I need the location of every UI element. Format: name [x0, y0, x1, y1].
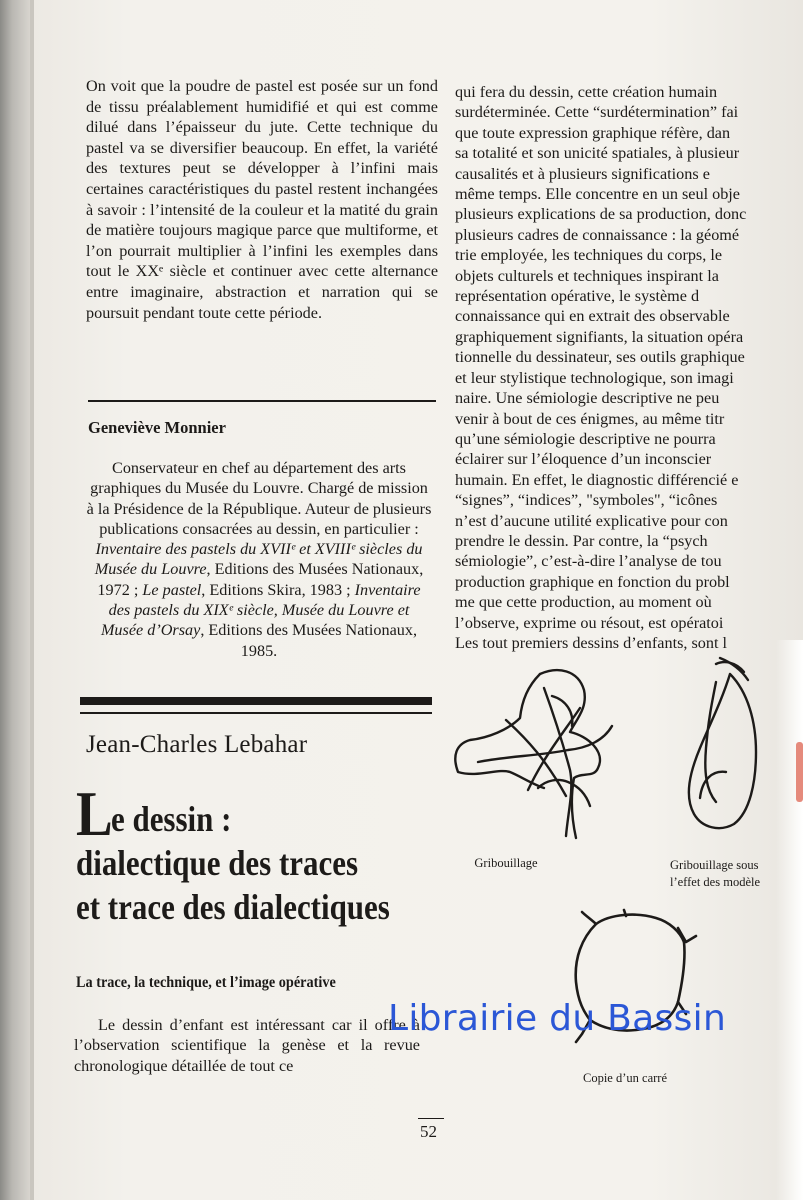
author-note-bio	[86, 458, 432, 661]
figure-caption-2a: Gribouillage sous	[670, 858, 759, 872]
article-divider-thick	[80, 697, 432, 705]
author-note-name: Geneviève Monnier	[88, 418, 226, 437]
article-author: Jean-Charles Lebahar	[86, 731, 308, 758]
article-body-start: Le dessin d’enfant est intéressant car il offre à l’observation scientifique la genèse et la revue chronologique détaillée de tout ce	[74, 1016, 420, 1075]
next-page-edge	[776, 640, 803, 1200]
right-column-text: qui fera du dessin, cette création humain surdéterminée. Cette “surdétermination” fai que toute expression graphique réfère, dan sa totalité et son unicité spatiales, à plusieur causalités et à plusieurs significations e même temps. Elle concentre en un seul obje plusieurs explications de sa production, donc plusieurs cadres de connaissance : la géomé trie employée, les techniques du corps, le objets culturels et techniques inspirant la représentation opérative, le système d connaissance qui en extrait des observable graphiquement signifiants, la situation opéra tionnelle du dessinateur, ses outils graphique et leur stylistique technologique, son imagi naire. Une sémiologie descriptive ne peu venir à bout de ces énigmes, au même titr qu’une sémiologie descriptive ne pourra éclairer sur l’éloquence d’un inconscier humain. En effet, le diagnostic différencié e “signes”, “indices”, "symboles", “icônes n’est d’aucune utilité explicative pour con prendre le dessin. Par contre, la “psych sémiologie”, c’est-à-dire l’analyse de tou production graphique en fonction du probl me que cette production, au moment où l’observe, exprime ou résout, est opératoi Les tout premiers dessins d’enfants, sont l	[455, 83, 747, 652]
intro-paragraph: On voit que la poudre de pastel est posée sur un fond de tissu préalablement humidifié et qui est comme dilué dans l’épaisseur du jute. Cette technique du pastel va se diversifier beaucoup. En effet, la variété des textures peut se développer à l’infini mais certaines caractéristiques du pastel restent inchangées à savoir : l’intensité de la couleur et la matité du grain de matière toujours magique parce que multiforme, et l’on pourrait multiplier à l’infini les exemples dans tout le XXᵉ siècle et continuer avec cette alternance entre imaginaire, abstraction et narration qui se poursuit pendant toute cette période.	[86, 77, 438, 322]
watermark-text: Librairie du Bassin	[388, 998, 727, 1039]
bio-text: Conservateur en chef au département des arts graphiques du Musée du Louvre. Chargé de mission à la Présidence de la République. Auteur de plusieurs publications consacrées au dessin, en particulier :	[86, 459, 432, 538]
figure-caption-2b: l’effet des modèle	[670, 875, 761, 889]
page-tab-marker	[796, 742, 803, 802]
book-spine	[0, 0, 30, 1200]
title-line-1-text: e dessin :	[110, 799, 232, 839]
article-subheading: La trace, la technique, et l’image opérative	[76, 974, 336, 991]
bio-text: , Editions des Musées Nationaux, 1972 ;	[97, 560, 424, 599]
bio-title-2: Le pastel	[142, 580, 202, 599]
title-line-2: dialectique des traces	[76, 843, 359, 883]
figure-scribble	[448, 660, 628, 850]
figure-caption-1: Gribouillage	[474, 856, 538, 870]
bio-title-3: Inventaire des pastels du XIXᵉ siècle, Musée du Louvre et Musée d’Orsay	[100, 580, 421, 640]
left-column	[86, 76, 438, 323]
page-number: 52	[420, 1122, 437, 1141]
figure-caption-3: Copie d’un carré	[583, 1071, 667, 1085]
title-line-1	[76, 778, 386, 849]
figure-scribble-model	[672, 652, 782, 842]
title-drop-cap: L	[76, 778, 111, 849]
article-title	[76, 778, 436, 929]
separator-rule	[88, 400, 436, 402]
page-number-rule	[418, 1118, 444, 1119]
article-divider-thin	[80, 712, 432, 714]
right-column	[455, 82, 803, 653]
title-line-3: et trace des dialectiques	[76, 887, 390, 927]
bio-text: , Editions des Musées Nationaux, 1985.	[200, 621, 418, 660]
bio-text: , Editions Skira, 1983 ;	[201, 580, 355, 599]
bio-title-1: Inventaire des pastels du XVIIᵉ et XVIIIᵉ siècles du Musée du Louvre	[94, 540, 423, 579]
